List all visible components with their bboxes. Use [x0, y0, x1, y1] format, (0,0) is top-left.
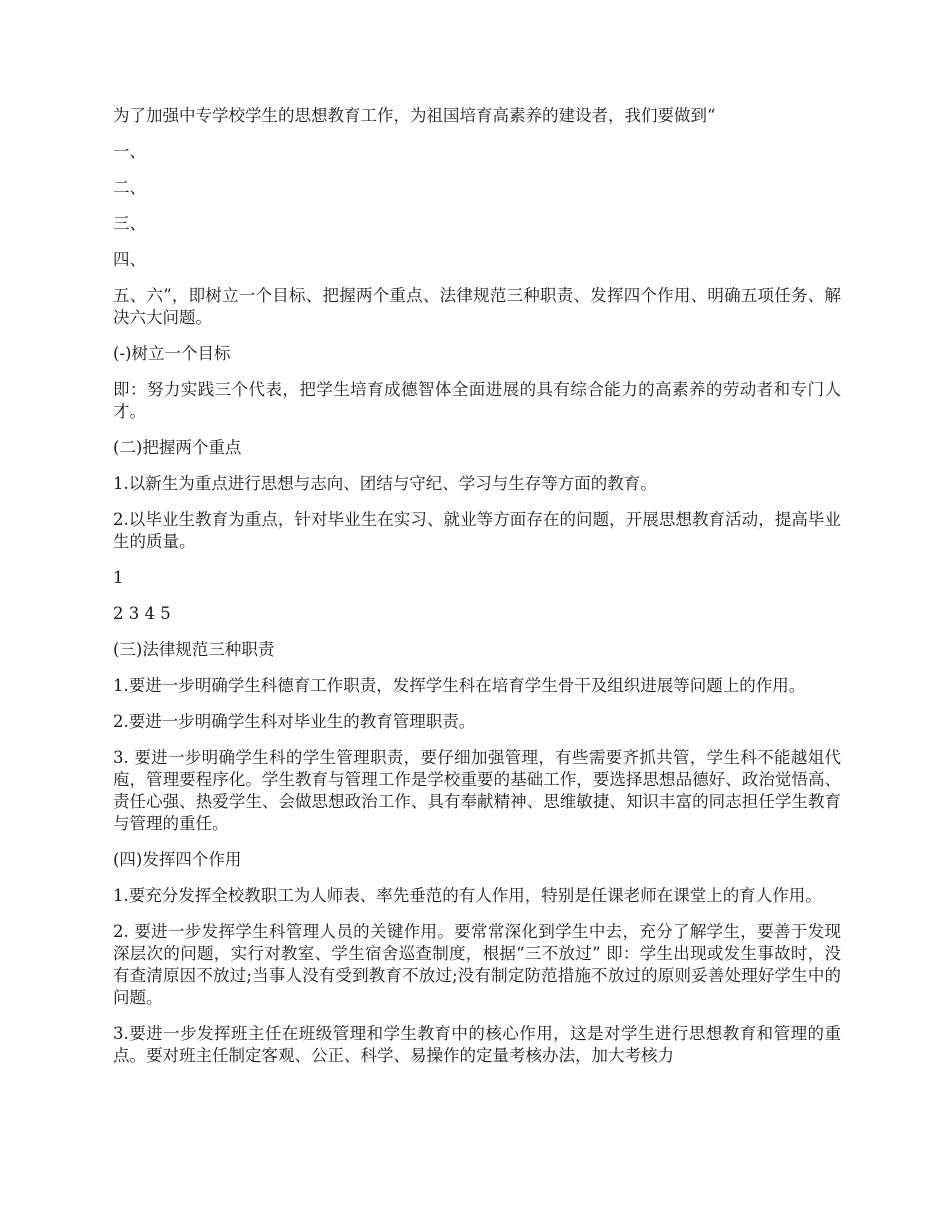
section-heading-four-roles: (四)发挥四个作用 — [113, 850, 242, 869]
paragraph-role-2: 2. 要进一步发挥学生科管理人员的关键作用。要常常深化到学生中去，充分了解学生，要善于发现深层次的问题，实行对教室、学生宿舍巡查制度，根据“三不放过” 即：学生出现或发生事故时，没有查清原因不放过;当事人没有受到教育不放过;没有制定防范措施不放过的原则妥善处理好学生中的问题。 — [113, 922, 841, 1007]
paragraph-item-two: 二、 — [113, 178, 146, 197]
paragraph-duty-2: 2.要进一步明确学生科对毕业生的教育管理职责。 — [113, 712, 476, 731]
paragraph-focus-1: 1.以新生为重点进行思想与志向、团结与守纪、学习与生存等方面的教育。 — [113, 474, 657, 493]
paragraph-role-1: 1.要充分发挥全校教职工为人师表、率先垂范的有人作用，特别是任课老师在课堂上的育人作用。 — [113, 886, 822, 905]
section-heading-one-goal: (-)树立一个目标 — [113, 344, 231, 363]
paragraph-focus-2: 2.以毕业生教育为重点，针对毕业生在实习、就业等方面存在的问题，开展思想教育活动，提高毕业生的质量。 — [113, 510, 841, 551]
paragraph-summary: 五、六”，即树立一个目标、把握两个重点、法律规范三种职责、发挥四个作用、明确五项任务、解决六大问题。 — [113, 286, 841, 327]
paragraph-goal-text: 即：努力实践三个代表，把学生培育成德智体全面进展的具有综合能力的高素养的劳动者和专门人才。 — [113, 380, 841, 421]
paragraph-numbers-2-5: 2 3 4 5 — [113, 604, 171, 623]
paragraph-duty-1: 1.要进一步明确学生科德育工作职责，发挥学生科在培育学生骨干及组织进展等问题上的作用。 — [113, 676, 806, 695]
paragraph-item-three: 三、 — [113, 214, 146, 233]
paragraph-number-1: 1 — [113, 568, 124, 587]
section-heading-two-focus: (二)把握两个重点 — [113, 438, 242, 457]
paragraph-item-one: 一、 — [113, 142, 146, 161]
paragraph-intro: 为了加强中专学校学生的思想教育工作，为祖国培育高素养的建设者，我们要做到“ — [113, 106, 716, 125]
document-body — [113, 105, 841, 1081]
paragraph-role-3: 3.要进一步发挥班主任在班级管理和学生教育中的核心作用，这是对学生进行思想教育和管理的重点。要对班主任制定客观、公正、科学、易操作的定量考核办法，加大考核力 — [113, 1024, 841, 1065]
paragraph-duty-3: 3. 要进一步明确学生科的学生管理职责，要仔细加强管理，有些需要齐抓共管，学生科不能越俎代庖，管理要程序化。学生教育与管理工作是学校重要的基础工作，要选择思想品德好、政治觉悟高、责任心强、热爱学生、会做思想政治工作、具有奉献精神、思维敏捷、知识丰富的同志担任学生教育与管理的重任。 — [113, 748, 841, 833]
paragraph-item-four: 四、 — [113, 250, 146, 269]
section-heading-three-duties: (三)法律规范三种职责 — [113, 640, 275, 659]
